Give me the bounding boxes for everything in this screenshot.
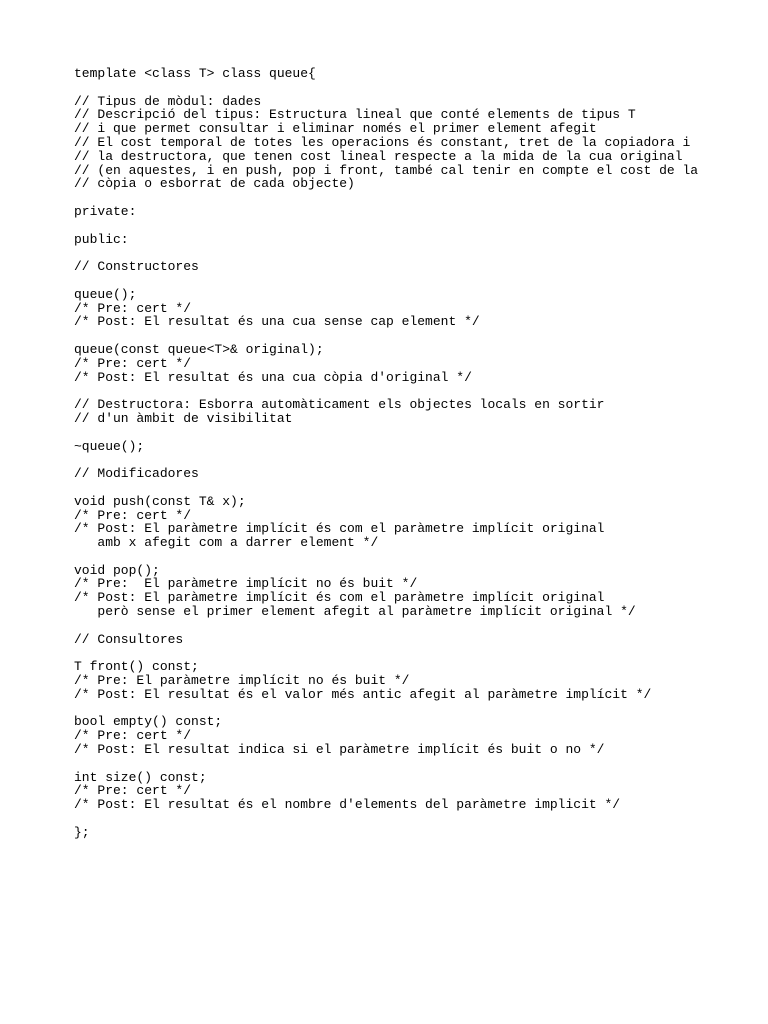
comment-line: // El cost temporal de totes les operacions és constant, tret de la copiadora i bbox=[74, 134, 691, 150]
code-line: queue(); bbox=[74, 286, 137, 302]
comment-line: /* Pre: El paràmetre implícit no és buit */ bbox=[74, 673, 410, 689]
comment-line: /* Post: El resultat és una cua còpia d'original */ bbox=[74, 369, 472, 385]
comment-line: /* Post: El resultat és una cua sense cap element */ bbox=[74, 314, 480, 330]
code-line: }; bbox=[74, 824, 90, 840]
comment-line: // Consultores bbox=[74, 631, 184, 647]
code-line: private: bbox=[74, 203, 137, 219]
blank-line bbox=[74, 646, 760, 660]
blank-line bbox=[74, 619, 760, 633]
comment-line: // còpia o esborrat de cada objecte) bbox=[74, 176, 355, 192]
blank-line bbox=[74, 426, 760, 440]
comment-line: // (en aquestes, i en push, pop i front, també cal tenir en compte el cost de la bbox=[74, 162, 699, 178]
comment-line: /* Post: El resultat indica si el paràmetre implícit és buit o no */ bbox=[74, 742, 605, 758]
code-line: public: bbox=[74, 231, 129, 247]
code-line: void pop(); bbox=[74, 562, 160, 578]
comment-line: /* Pre: cert */ bbox=[74, 355, 192, 371]
code-line: T front() const; bbox=[74, 659, 199, 675]
code-line: template <class T> class queue{ bbox=[74, 66, 316, 81]
blank-line bbox=[74, 219, 760, 233]
comment-line: /* Pre: cert */ bbox=[74, 507, 192, 523]
blank-line bbox=[74, 812, 760, 826]
blank-line bbox=[74, 702, 760, 716]
comment-line: // Destructora: Esborra automàticament els objectes locals en sortir bbox=[74, 397, 605, 413]
code-line: void push(const T& x); bbox=[74, 493, 246, 509]
blank-line bbox=[74, 329, 760, 343]
code-line: queue(const queue<T>& original); bbox=[74, 341, 324, 357]
comment-line: // Constructores bbox=[74, 259, 199, 275]
blank-line bbox=[74, 81, 760, 95]
comment-line: /* Pre: cert */ bbox=[74, 728, 192, 744]
code-line: bool empty() const; bbox=[74, 714, 223, 730]
comment-line: però sense el primer element afegit al paràmetre implícit original */ bbox=[74, 604, 636, 620]
code-line: int size() const; bbox=[74, 769, 207, 785]
comment-line: // Descripció del tipus: Estructura lineal que conté elements de tipus T bbox=[74, 107, 636, 123]
comment-line: /* Pre: cert */ bbox=[74, 783, 192, 799]
comment-line: // la destructora, que tenen cost lineal respecte a la mida de la cua original bbox=[74, 148, 683, 164]
blank-line bbox=[74, 191, 760, 205]
comment-line: // Modificadores bbox=[74, 466, 199, 482]
code-document bbox=[74, 67, 760, 840]
comment-line: // i que permet consultar i eliminar només el primer element afegit bbox=[74, 121, 597, 137]
comment-line: // d'un àmbit de visibilitat bbox=[74, 410, 293, 426]
blank-line bbox=[74, 246, 760, 260]
blank-line bbox=[74, 453, 760, 467]
code-line: ~queue(); bbox=[74, 438, 145, 454]
comment-line: /* Pre: El paràmetre implícit no és buit */ bbox=[74, 576, 418, 592]
blank-line bbox=[74, 274, 760, 288]
blank-line bbox=[74, 384, 760, 398]
comment-line: /* Post: El resultat és el valor més antic afegit al paràmetre implícit */ bbox=[74, 686, 652, 702]
comment-line: /* Post: El paràmetre implícit és com el paràmetre implícit original bbox=[74, 521, 605, 537]
comment-line: /* Post: El resultat és el nombre d'elements del paràmetre implicit */ bbox=[74, 797, 621, 813]
blank-line bbox=[74, 481, 760, 495]
blank-line bbox=[74, 550, 760, 564]
comment-line: /* Post: El paràmetre implícit és com el paràmetre implícit original bbox=[74, 590, 605, 606]
comment-line: amb x afegit com a darrer element */ bbox=[74, 535, 379, 551]
comment-line: // Tipus de mòdul: dades bbox=[74, 93, 262, 109]
comment-line: /* Pre: cert */ bbox=[74, 300, 192, 316]
blank-line bbox=[74, 757, 760, 771]
